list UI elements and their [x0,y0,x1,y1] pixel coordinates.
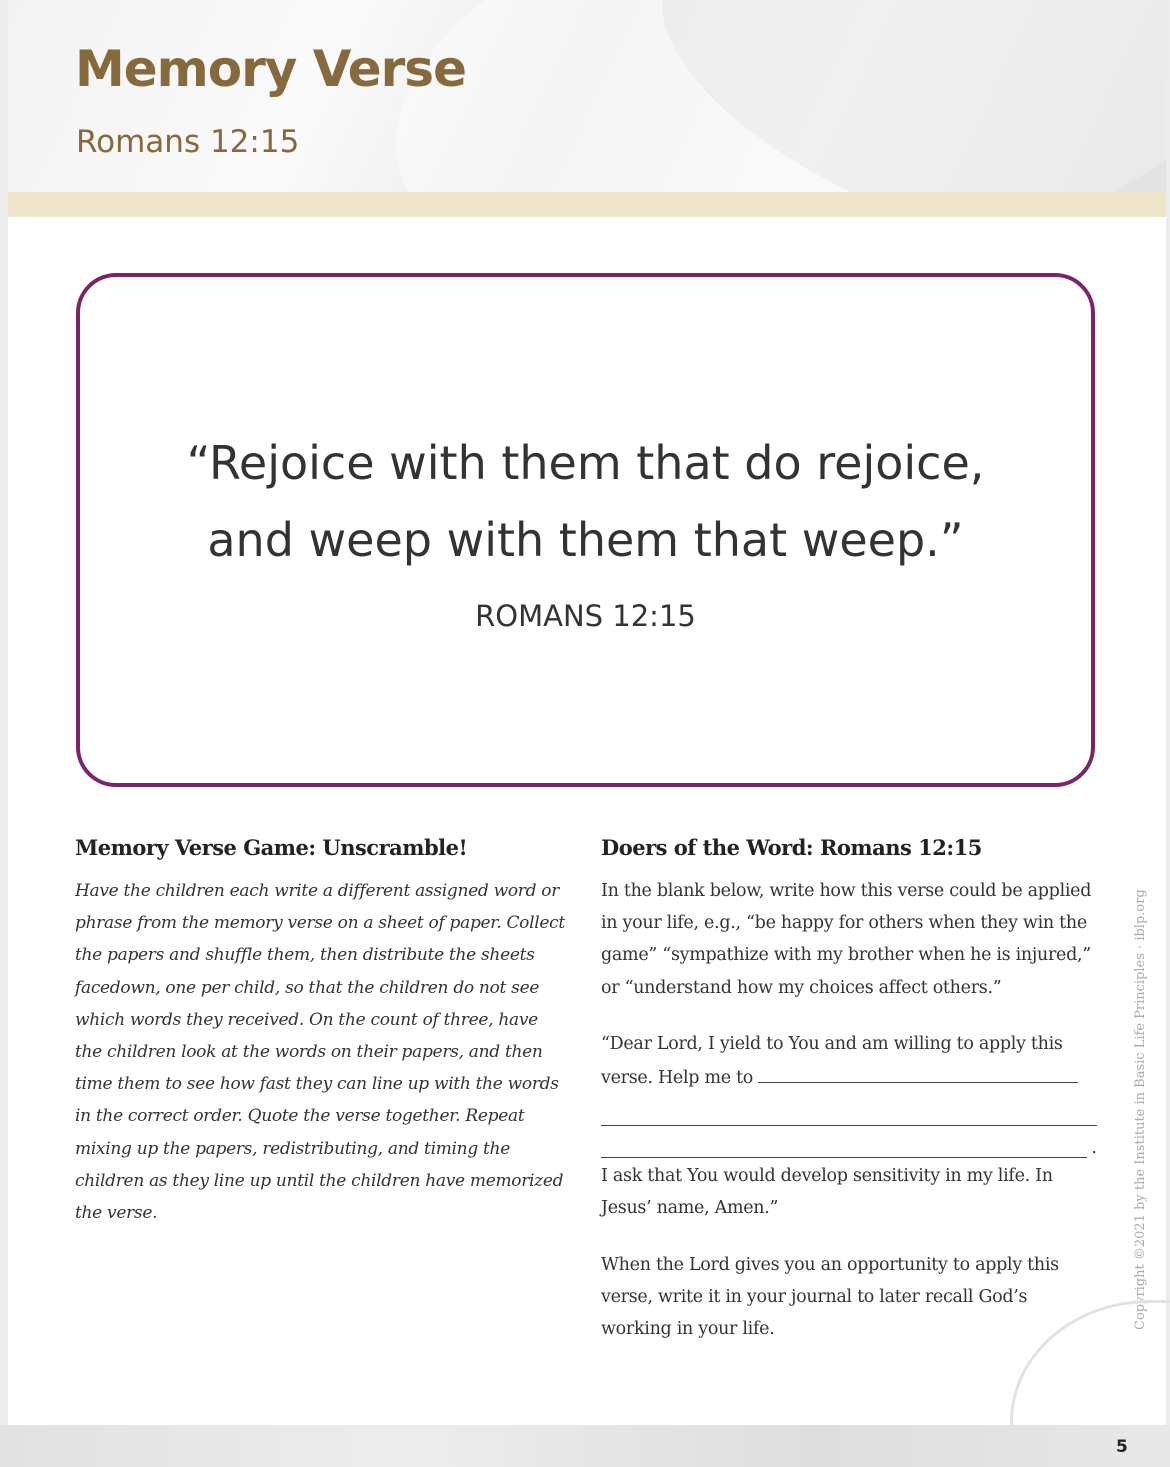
write-in-row-3 [601,1126,1097,1158]
page-subtitle: Romans 12:15 [76,124,300,160]
doers-closing: When the Lord gives you an opportunity to apply this verse, write it in your journal to later recall God’s working in your life. [601,1254,1059,1340]
verse-text [80,425,1091,579]
prayer-start: “Dear Lord, I yield to You and am willing to apply this verse. Help me to [601,1033,1063,1089]
game-section [75,833,565,1229]
page-title: Memory Verse [75,40,466,98]
game-heading: Memory Verse Game: Unscramble! [75,835,468,860]
doers-intro: In the blank below, write how this verse could be applied in your life, e.g., “be happy for others when they win the game” “sympathize with my brother when he is injured,” or “understand how my choices affect others.” [601,881,1092,998]
prayer-paragraph [601,1028,1097,1094]
copyright-notice: Copyright ©2021 by the Institute in Basic Life Principles · iblp.org [1133,889,1148,1330]
write-in-blank-3[interactable] [601,1126,1087,1158]
prayer-end: I ask that You would develop sensitivity in my life. In Jesus’ name, Amen.” [601,1166,1053,1219]
page-number: 5 [1116,1437,1128,1457]
memory-verse-box [76,273,1095,787]
game-instructions: Have the children each write a different assigned word or phrase from the memory verse on a sheet of paper. Collect the papers and shuffle them, then distribute the sheets facedown, one per child, so that the children do not see which words they received. On the count of three, have the children look at the words on their papers, and then time them to see how fast they can line up with the words in the correct order. Quote the verse together. Repeat mixing up the papers, redistributing, and timing the children as they line up until the children have memorized the verse. [75,881,565,1224]
verse-line-1: “Rejoice with them that do rejoice, [186,436,985,490]
footer-band [0,1425,1170,1467]
doers-heading: Doers of the Word: Romans 12:15 [601,835,982,860]
verse-line-2: and weep with them that weep.” [207,513,964,567]
write-in-blank-1[interactable] [758,1060,1078,1083]
verse-reference: ROMANS 12:15 [475,599,696,633]
write-in-blank-2[interactable] [601,1094,1097,1126]
prayer-period: . [1091,1138,1097,1159]
page-border-left [0,0,8,1467]
doers-section [601,833,1097,1345]
page-border-right [1166,0,1170,1467]
header-accent-band [8,192,1166,217]
